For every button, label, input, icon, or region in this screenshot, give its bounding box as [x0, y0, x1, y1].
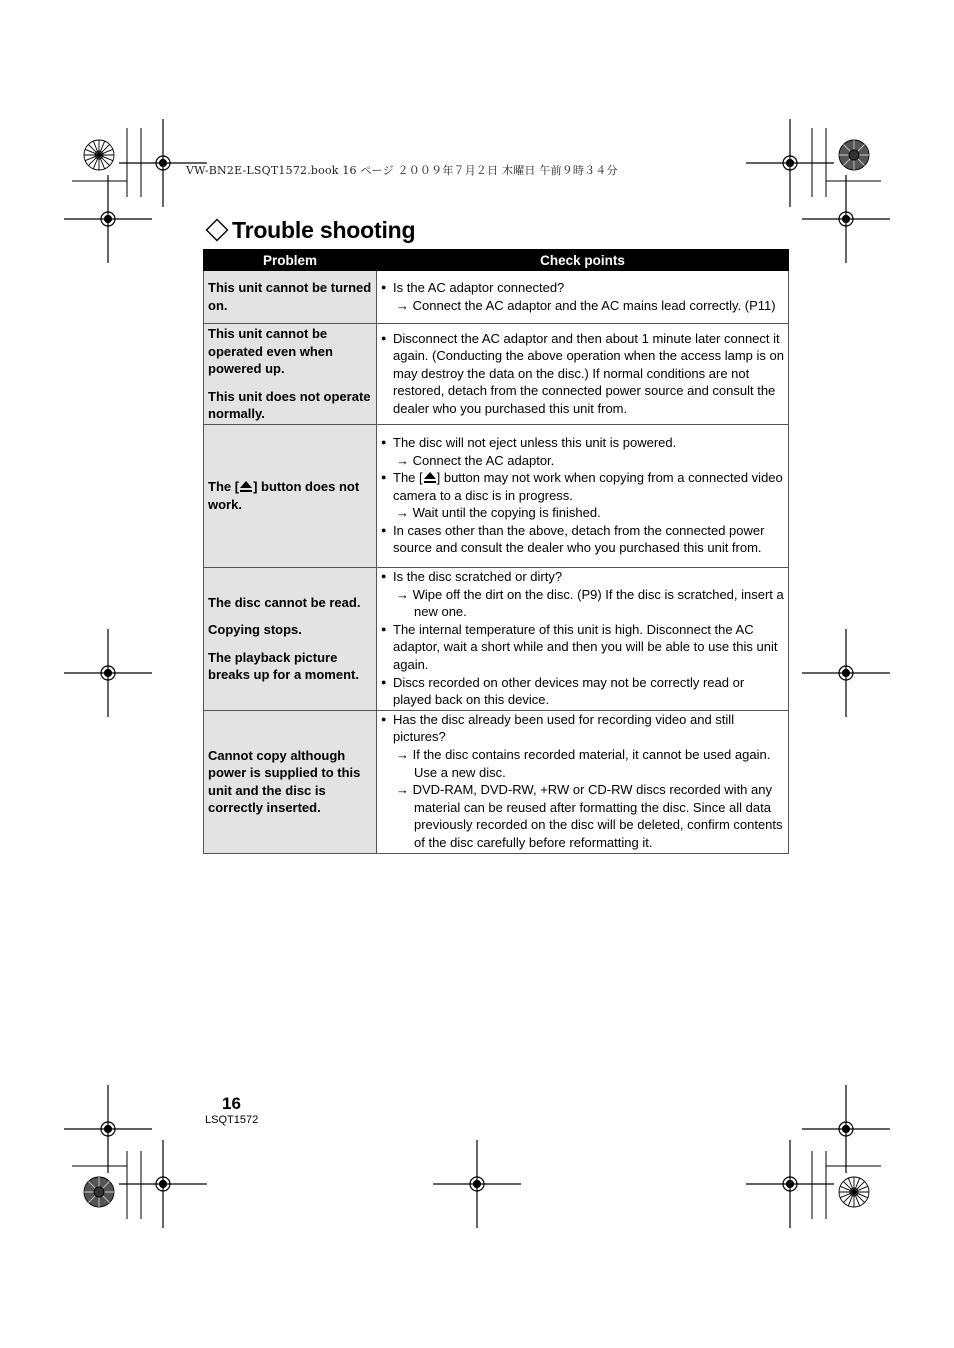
check-points-cell — [377, 271, 789, 324]
problem-text: The disc cannot be read. — [208, 594, 361, 610]
page-title — [205, 213, 415, 247]
table-row — [204, 324, 789, 425]
check-bullet: ● Disconnect the AC adaptor and then about 1 minute later connect it again. (Conducting the above operation when the access lamp is on may destroy the data on the disc.) If normal conditions are not restored, detach from the connected power source and consult the dealer who you purchased this unit from. — [380, 330, 785, 418]
trouble-shooting-table — [203, 249, 789, 854]
check-bullet: ● Is the AC adaptor connected? — [380, 279, 785, 297]
problem-cell — [204, 568, 377, 711]
check-bullet: ● Discs recorded on other devices may not be correctly read or played back on this device. — [380, 674, 785, 709]
diamond-icon — [205, 218, 229, 242]
check-action: → Connect the AC adaptor and the AC mains lead correctly. (P11) — [396, 297, 776, 313]
eject-icon — [424, 472, 436, 483]
problem-text: The [ ] button does not work. — [208, 479, 360, 512]
table-row — [204, 425, 789, 568]
table-row — [204, 271, 789, 324]
check-bullet: ● In cases other than the above, detach from the connected power source and consult the dealer who you purchased this unit from. — [380, 522, 785, 557]
check-action: → Wait until the copying is finished. — [396, 505, 601, 521]
check-points-cell — [377, 425, 789, 568]
problem-cell — [204, 710, 377, 853]
check-bullet: ● Is the disc scratched or dirty? — [380, 568, 785, 586]
check-points-cell — [377, 710, 789, 853]
check-action: → If the disc contains recorded material, it cannot be used again. Use a new disc. — [396, 747, 771, 780]
problem-text: This unit does not operate normally. — [208, 388, 371, 422]
problem-text: This unit cannot be operated even when powered up. — [208, 326, 333, 377]
eject-icon — [240, 481, 252, 492]
table-header-row — [204, 250, 789, 271]
document-code: LSQT1572 — [205, 1114, 259, 1126]
header-check-points: Check points — [377, 250, 789, 271]
file-header: VW-BN2E-LSQT1572.book 16 ページ ２００９年７月２日 木曜日 午前９時３４分 — [186, 164, 618, 177]
problem-text: Copying stops. — [208, 622, 302, 638]
check-bullet: ● The [ ] button may not work when copying from a connected video camera to a disc is in progress. — [380, 469, 785, 504]
table-row — [204, 568, 789, 711]
page-number: 16 — [222, 1094, 241, 1113]
problem-cell — [204, 324, 377, 425]
check-bullet: ● The disc will not eject unless this unit is powered. — [380, 434, 785, 452]
table-row — [204, 710, 789, 853]
problem-text: This unit cannot be turned on. — [208, 280, 372, 313]
check-action: → Wipe off the dirt on the disc. (P9) If the disc is scratched, insert a new one. — [396, 586, 784, 620]
problem-cell — [204, 271, 377, 324]
check-bullet: ● The internal temperature of this unit is high. Disconnect the AC adaptor, wait a short while and then you will be able to use this unit again. — [380, 621, 785, 674]
header-problem: Problem — [204, 250, 377, 271]
check-bullet: ● Has the disc already been used for recording video and still pictures? — [380, 711, 785, 746]
problem-text: Cannot copy although power is supplied to this unit and the disc is correctly inserted. — [208, 747, 361, 816]
check-points-cell — [377, 568, 789, 711]
page-title-text: Trouble shooting — [232, 216, 416, 243]
check-action: → Connect the AC adaptor. — [396, 452, 555, 468]
problem-cell — [204, 425, 377, 568]
problem-text: The playback picture breaks up for a moment. — [208, 649, 359, 683]
check-points-cell — [377, 324, 789, 425]
check-action: → DVD-RAM, DVD-RW, +RW or CD-RW discs recorded with any material can be reused after formatting the disc. Since all data previously recorded on the disc will be deleted, confirm contents of the disc carefully before reformatting it. — [396, 782, 783, 851]
